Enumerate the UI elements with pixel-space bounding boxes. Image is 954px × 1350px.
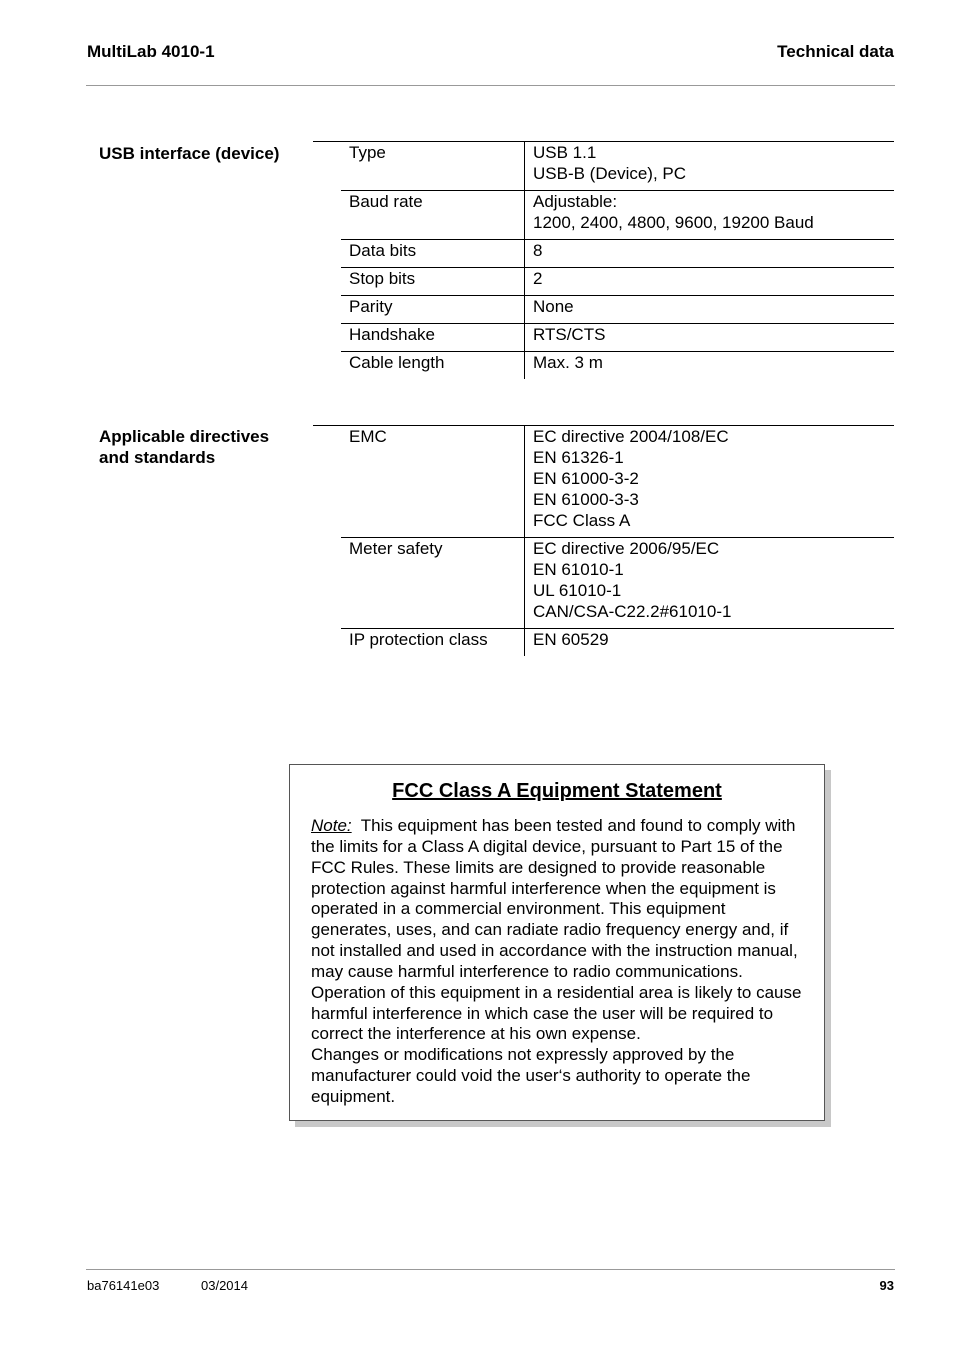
fcc-line-text: Operation of this equipment in a residential area is likely to cause xyxy=(311,982,802,1002)
fcc-line-text: This equipment has been tested and found to comply with xyxy=(360,816,796,835)
spec-value xyxy=(525,629,895,657)
spec-row xyxy=(341,142,894,191)
footer-page-number: 93 xyxy=(879,1278,894,1293)
spec-value xyxy=(525,142,895,191)
spec-key: Parity xyxy=(341,296,525,324)
fcc-statement-box xyxy=(289,764,825,1121)
fcc-text-line xyxy=(311,1066,811,1087)
spec-value-line: EN 61010-1 xyxy=(533,560,624,579)
spec-value-line: EN 61000-3-2 xyxy=(533,469,639,488)
spec-row xyxy=(341,240,894,268)
spec-value-line: USB-B (Device), PC xyxy=(533,164,687,183)
header-product: MultiLab 4010-1 xyxy=(87,42,215,61)
spec-value-line: 1200, 2400, 4800, 9600, 19200 Baud xyxy=(533,213,814,232)
footer-rule xyxy=(86,1269,895,1270)
spec-key: Handshake xyxy=(341,324,525,352)
fcc-note-label: Note: xyxy=(311,816,352,835)
fcc-text-line xyxy=(311,1045,811,1066)
spec-key: Data bits xyxy=(341,240,525,268)
spec-value xyxy=(525,426,895,538)
fcc-text-line xyxy=(311,1024,811,1045)
spec-value-line: CAN/CSA-C22.2#61010-1 xyxy=(533,602,732,621)
fcc-text-line xyxy=(311,1087,811,1108)
spec-value-line: EN 61326-1 xyxy=(533,448,624,467)
fcc-text-line xyxy=(311,983,811,1004)
fcc-line-text: may cause harmful interference to radio communications. xyxy=(311,961,743,981)
spec-key: Cable length xyxy=(341,352,525,380)
fcc-line-text: not installed and used in accordance with the instruction manual, xyxy=(311,941,798,961)
spec-value-line: EC directive 2004/108/EC xyxy=(533,427,729,446)
spec-value-line: None xyxy=(533,297,574,316)
directives-spec-table xyxy=(341,426,894,656)
spec-row xyxy=(341,268,894,296)
footer-doc-id: ba76141e03 xyxy=(87,1278,160,1293)
spec-value-line: RTS/CTS xyxy=(533,325,606,344)
fcc-line-text: correct the interference at his own expense. xyxy=(311,1024,641,1044)
spec-key: Meter safety xyxy=(341,538,525,629)
spec-value-line: EN 61000-3-3 xyxy=(533,490,639,509)
spec-value xyxy=(525,538,895,629)
usb-spec-table xyxy=(341,142,894,379)
spec-row xyxy=(341,538,894,629)
header-section: Technical data xyxy=(777,42,894,61)
directives-title-line2: and standards xyxy=(99,448,216,467)
spec-key: EMC xyxy=(349,427,387,446)
usb-section-title: USB interface (device) xyxy=(99,144,280,163)
spec-row xyxy=(341,296,894,324)
spec-value xyxy=(525,324,895,352)
spec-value-line: EC directive 2006/95/EC xyxy=(533,539,720,558)
fcc-line-text: protection against harmful interference when the equipment is xyxy=(311,878,776,898)
spec-value xyxy=(525,240,895,268)
spec-key: IP protection class xyxy=(341,629,525,657)
spec-key: Stop bits xyxy=(341,268,525,296)
footer-date: 03/2014 xyxy=(201,1278,248,1293)
spec-row xyxy=(341,629,894,657)
spec-value xyxy=(525,352,895,380)
spec-value-line: EN 60529 xyxy=(533,630,609,649)
fcc-line-text: FCC Rules. These limits are designed to provide reasonable xyxy=(311,857,766,877)
spec-key: Type xyxy=(349,143,386,162)
fcc-line-text: generates, uses, and can radiate radio frequency energy and, if xyxy=(311,920,789,940)
fcc-text-line xyxy=(311,899,811,920)
spec-value-line: Max. 3 m xyxy=(533,353,603,372)
spec-value-line: 8 xyxy=(533,241,543,260)
fcc-text-line xyxy=(311,941,811,962)
fcc-text-line xyxy=(311,920,811,941)
fcc-line-text: operated in a commercial environment. This equipment xyxy=(311,899,726,919)
fcc-line-text: Changes or modifications not expressly approved by the xyxy=(311,1045,735,1065)
fcc-text-line xyxy=(311,858,811,879)
spec-value-line: 2 xyxy=(533,269,543,288)
fcc-text-line xyxy=(311,1004,811,1025)
spec-value xyxy=(525,296,895,324)
fcc-text-line xyxy=(311,879,811,900)
spec-row xyxy=(341,352,894,380)
directives-title-line1: Applicable directives xyxy=(99,427,270,446)
fcc-line-text: the limits for a Class A digital device, pursuant to Part 15 of the xyxy=(311,836,783,856)
spec-value-line: FCC Class A xyxy=(533,511,631,530)
fcc-text-line xyxy=(311,816,811,837)
spec-value-line: USB 1.1 xyxy=(533,143,597,162)
fcc-line-text: manufacturer could void the user‘s authority to operate the xyxy=(311,1066,751,1086)
fcc-line-text: equipment. xyxy=(311,1086,396,1106)
fcc-text-line xyxy=(311,962,811,983)
fcc-title: FCC Class A Equipment Statement xyxy=(392,780,722,802)
directives-section-title xyxy=(99,426,304,468)
spec-value-line: Adjustable: xyxy=(533,192,618,211)
header-rule xyxy=(86,85,895,86)
fcc-body xyxy=(311,816,811,1108)
fcc-line-text: harmful interference in which case the user will be required to xyxy=(311,1003,774,1023)
fcc-text-line xyxy=(311,837,811,858)
spec-row xyxy=(341,324,894,352)
spec-value-line: UL 61010-1 xyxy=(533,581,622,600)
spec-row xyxy=(341,191,894,240)
spec-key: Baud rate xyxy=(341,191,525,240)
spec-row xyxy=(341,426,894,538)
spec-value xyxy=(525,191,895,240)
spec-value xyxy=(525,268,895,296)
